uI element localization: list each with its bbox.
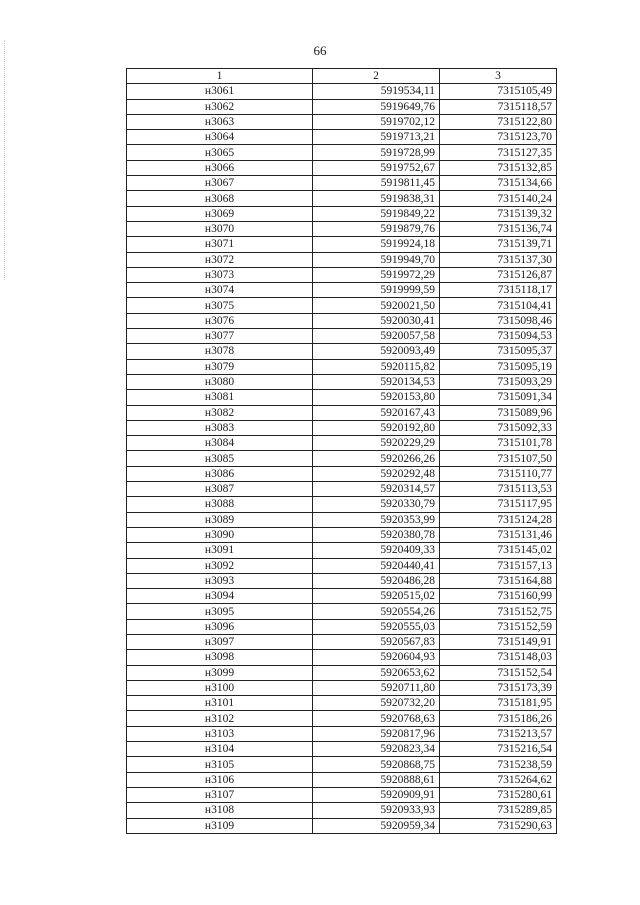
point-id-cell: н3075 — [127, 298, 313, 313]
y-coordinate-cell: 7315095,19 — [440, 359, 557, 374]
page-number: 66 — [313, 43, 327, 58]
y-coordinate-cell: 7315181,95 — [440, 696, 557, 711]
y-coordinate-cell: 7315093,29 — [440, 374, 557, 389]
y-coordinate-cell: 7315132,85 — [440, 160, 557, 175]
y-coordinate-cell: 7315124,28 — [440, 512, 557, 527]
y-coordinate-cell: 7315134,66 — [440, 176, 557, 191]
y-coordinate-cell: 7315107,50 — [440, 451, 557, 466]
point-id-cell: н3082 — [127, 405, 313, 420]
point-id-cell: н3062 — [127, 99, 313, 114]
y-coordinate-cell: 7315122,80 — [440, 114, 557, 129]
column-header-x: 2 — [313, 69, 440, 84]
table-row — [127, 267, 557, 282]
x-coordinate-cell: 5920330,79 — [313, 497, 440, 512]
table-row — [127, 283, 557, 298]
y-coordinate-cell: 7315117,95 — [440, 497, 557, 512]
y-coordinate-cell: 7315157,13 — [440, 558, 557, 573]
point-id-cell: н3077 — [127, 329, 313, 344]
binding-margin-marks — [4, 40, 7, 280]
table-row — [127, 114, 557, 129]
point-id-cell: н3071 — [127, 237, 313, 252]
table-row — [127, 313, 557, 328]
y-coordinate-cell: 7315137,30 — [440, 252, 557, 267]
y-coordinate-cell: 7315139,71 — [440, 237, 557, 252]
y-coordinate-cell: 7315127,35 — [440, 145, 557, 160]
point-id-cell: н3072 — [127, 252, 313, 267]
y-coordinate-cell: 7315152,54 — [440, 665, 557, 680]
table-row — [127, 619, 557, 634]
table-row — [127, 176, 557, 191]
table-row — [127, 711, 557, 726]
y-coordinate-cell: 7315105,49 — [440, 84, 557, 99]
x-coordinate-cell: 5920653,62 — [313, 665, 440, 680]
table-row — [127, 84, 557, 99]
table-row — [127, 145, 557, 160]
table-row — [127, 191, 557, 206]
y-coordinate-cell: 7315136,74 — [440, 221, 557, 236]
point-id-cell: н3078 — [127, 344, 313, 359]
table-row — [127, 787, 557, 802]
point-id-cell: н3065 — [127, 145, 313, 160]
y-coordinate-cell: 7315140,24 — [440, 191, 557, 206]
y-coordinate-cell: 7315101,78 — [440, 436, 557, 451]
x-coordinate-cell: 5920380,78 — [313, 527, 440, 542]
table-body — [127, 84, 557, 834]
x-coordinate-cell: 5919728,99 — [313, 145, 440, 160]
y-coordinate-cell: 7315118,57 — [440, 99, 557, 114]
table-row — [127, 589, 557, 604]
point-id-cell: н3105 — [127, 757, 313, 772]
x-coordinate-cell: 5919811,45 — [313, 176, 440, 191]
y-coordinate-cell: 7315264,62 — [440, 772, 557, 787]
x-coordinate-cell: 5920959,34 — [313, 818, 440, 833]
point-id-cell: н3102 — [127, 711, 313, 726]
x-coordinate-cell: 5920093,49 — [313, 344, 440, 359]
x-coordinate-cell: 5920021,50 — [313, 298, 440, 313]
x-coordinate-cell: 5919838,31 — [313, 191, 440, 206]
point-id-cell: н3086 — [127, 466, 313, 481]
x-coordinate-cell: 5920266,26 — [313, 451, 440, 466]
table-row — [127, 527, 557, 542]
point-id-cell: н3063 — [127, 114, 313, 129]
table-row — [127, 160, 557, 175]
x-coordinate-cell: 5919879,76 — [313, 221, 440, 236]
x-coordinate-cell: 5920486,28 — [313, 573, 440, 588]
table-row — [127, 221, 557, 236]
point-id-cell: н3097 — [127, 634, 313, 649]
y-coordinate-cell: 7315145,02 — [440, 543, 557, 558]
point-id-cell: н3103 — [127, 726, 313, 741]
x-coordinate-cell: 5920057,58 — [313, 329, 440, 344]
point-id-cell: н3090 — [127, 527, 313, 542]
point-id-cell: н3101 — [127, 696, 313, 711]
table-row — [127, 390, 557, 405]
x-coordinate-cell: 5920768,63 — [313, 711, 440, 726]
x-coordinate-cell: 5920292,48 — [313, 466, 440, 481]
table-row — [127, 329, 557, 344]
x-coordinate-cell: 5920314,57 — [313, 482, 440, 497]
table-row — [127, 573, 557, 588]
point-id-cell: н3089 — [127, 512, 313, 527]
point-id-cell: н3094 — [127, 589, 313, 604]
table-row — [127, 497, 557, 512]
point-id-cell: н3091 — [127, 543, 313, 558]
y-coordinate-cell: 7315095,37 — [440, 344, 557, 359]
x-coordinate-cell: 5920515,02 — [313, 589, 440, 604]
table-row — [127, 543, 557, 558]
y-coordinate-cell: 7315094,53 — [440, 329, 557, 344]
point-id-cell: н3085 — [127, 451, 313, 466]
y-coordinate-cell: 7315213,57 — [440, 726, 557, 741]
x-coordinate-cell: 5920604,93 — [313, 650, 440, 665]
y-coordinate-cell: 7315089,96 — [440, 405, 557, 420]
point-id-cell: н3096 — [127, 619, 313, 634]
table-row — [127, 650, 557, 665]
point-id-cell: н3079 — [127, 359, 313, 374]
y-coordinate-cell: 7315289,85 — [440, 803, 557, 818]
table-row — [127, 130, 557, 145]
point-id-cell: н3066 — [127, 160, 313, 175]
point-id-cell: н3083 — [127, 420, 313, 435]
point-id-cell: н3108 — [127, 803, 313, 818]
point-id-cell: н3092 — [127, 558, 313, 573]
x-coordinate-cell: 5920134,53 — [313, 374, 440, 389]
x-coordinate-cell: 5920192,80 — [313, 420, 440, 435]
x-coordinate-cell: 5919924,18 — [313, 237, 440, 252]
table-row — [127, 237, 557, 252]
point-id-cell: н3070 — [127, 221, 313, 236]
y-coordinate-cell: 7315152,75 — [440, 604, 557, 619]
x-coordinate-cell: 5919534,11 — [313, 84, 440, 99]
x-coordinate-cell: 5920933,93 — [313, 803, 440, 818]
x-coordinate-cell: 5919949,70 — [313, 252, 440, 267]
y-coordinate-cell: 7315290,63 — [440, 818, 557, 833]
table-row — [127, 558, 557, 573]
y-coordinate-cell: 7315139,32 — [440, 206, 557, 221]
x-coordinate-cell: 5920030,41 — [313, 313, 440, 328]
x-coordinate-cell: 5920909,91 — [313, 787, 440, 802]
table-row — [127, 298, 557, 313]
point-id-cell: н3098 — [127, 650, 313, 665]
x-coordinate-cell: 5919972,29 — [313, 267, 440, 282]
point-id-cell: н3104 — [127, 742, 313, 757]
point-id-cell: н3100 — [127, 680, 313, 695]
table-row — [127, 803, 557, 818]
point-id-cell: н3074 — [127, 283, 313, 298]
table-row — [127, 466, 557, 481]
point-id-cell: н3061 — [127, 84, 313, 99]
point-id-cell: н3093 — [127, 573, 313, 588]
y-coordinate-cell: 7315113,53 — [440, 482, 557, 497]
table-row — [127, 818, 557, 833]
x-coordinate-cell: 5919713,21 — [313, 130, 440, 145]
table-row — [127, 451, 557, 466]
x-coordinate-cell: 5919999,59 — [313, 283, 440, 298]
x-coordinate-cell: 5920554,26 — [313, 604, 440, 619]
point-id-cell: н3084 — [127, 436, 313, 451]
column-header-y: 3 — [440, 69, 557, 84]
x-coordinate-cell: 5920732,20 — [313, 696, 440, 711]
point-id-cell: н3088 — [127, 497, 313, 512]
y-coordinate-cell: 7315152,59 — [440, 619, 557, 634]
y-coordinate-cell: 7315173,39 — [440, 680, 557, 695]
table-row — [127, 344, 557, 359]
table-row — [127, 604, 557, 619]
table-row — [127, 742, 557, 757]
table-row — [127, 252, 557, 267]
x-coordinate-cell: 5920153,80 — [313, 390, 440, 405]
y-coordinate-cell: 7315149,91 — [440, 634, 557, 649]
point-id-cell: н3109 — [127, 818, 313, 833]
point-id-cell: н3081 — [127, 390, 313, 405]
x-coordinate-cell: 5920167,43 — [313, 405, 440, 420]
y-coordinate-cell: 7315160,99 — [440, 589, 557, 604]
point-id-cell: н3080 — [127, 374, 313, 389]
point-id-cell: н3068 — [127, 191, 313, 206]
x-coordinate-cell: 5920229,29 — [313, 436, 440, 451]
x-coordinate-cell: 5920353,99 — [313, 512, 440, 527]
y-coordinate-cell: 7315104,41 — [440, 298, 557, 313]
y-coordinate-cell: 7315098,46 — [440, 313, 557, 328]
point-id-cell: н3067 — [127, 176, 313, 191]
point-id-cell: н3087 — [127, 482, 313, 497]
x-coordinate-cell: 5920555,03 — [313, 619, 440, 634]
table-row — [127, 206, 557, 221]
y-coordinate-cell: 7315238,59 — [440, 757, 557, 772]
table-row — [127, 436, 557, 451]
x-coordinate-cell: 5920817,96 — [313, 726, 440, 741]
column-header-point: 1 — [127, 69, 313, 84]
table-row — [127, 374, 557, 389]
point-id-cell: н3069 — [127, 206, 313, 221]
table-row — [127, 359, 557, 374]
x-coordinate-cell: 5919649,76 — [313, 99, 440, 114]
y-coordinate-cell: 7315280,61 — [440, 787, 557, 802]
table-row — [127, 665, 557, 680]
x-coordinate-cell: 5920409,33 — [313, 543, 440, 558]
y-coordinate-cell: 7315164,88 — [440, 573, 557, 588]
x-coordinate-cell: 5920567,83 — [313, 634, 440, 649]
x-coordinate-cell: 5920440,41 — [313, 558, 440, 573]
table-row — [127, 680, 557, 695]
table-row — [127, 405, 557, 420]
y-coordinate-cell: 7315148,03 — [440, 650, 557, 665]
point-id-cell: н3095 — [127, 604, 313, 619]
coordinates-table — [126, 68, 557, 834]
point-id-cell: н3073 — [127, 267, 313, 282]
y-coordinate-cell: 7315092,33 — [440, 420, 557, 435]
y-coordinate-cell: 7315123,70 — [440, 130, 557, 145]
table-row — [127, 757, 557, 772]
table-header-row — [127, 69, 557, 84]
table-row — [127, 634, 557, 649]
y-coordinate-cell: 7315118,17 — [440, 283, 557, 298]
point-id-cell: н3106 — [127, 772, 313, 787]
table-row — [127, 482, 557, 497]
x-coordinate-cell: 5920823,34 — [313, 742, 440, 757]
table-row — [127, 772, 557, 787]
table-row — [127, 99, 557, 114]
y-coordinate-cell: 7315126,87 — [440, 267, 557, 282]
table-row — [127, 726, 557, 741]
y-coordinate-cell: 7315131,46 — [440, 527, 557, 542]
point-id-cell: н3099 — [127, 665, 313, 680]
x-coordinate-cell: 5920888,61 — [313, 772, 440, 787]
x-coordinate-cell: 5920868,75 — [313, 757, 440, 772]
y-coordinate-cell: 7315216,54 — [440, 742, 557, 757]
x-coordinate-cell: 5919849,22 — [313, 206, 440, 221]
x-coordinate-cell: 5919752,67 — [313, 160, 440, 175]
x-coordinate-cell: 5919702,12 — [313, 114, 440, 129]
table-row — [127, 420, 557, 435]
point-id-cell: н3064 — [127, 130, 313, 145]
y-coordinate-cell: 7315091,34 — [440, 390, 557, 405]
table-row — [127, 696, 557, 711]
point-id-cell: н3107 — [127, 787, 313, 802]
y-coordinate-cell: 7315110,77 — [440, 466, 557, 481]
point-id-cell: н3076 — [127, 313, 313, 328]
x-coordinate-cell: 5920115,82 — [313, 359, 440, 374]
x-coordinate-cell: 5920711,80 — [313, 680, 440, 695]
y-coordinate-cell: 7315186,26 — [440, 711, 557, 726]
table-row — [127, 512, 557, 527]
